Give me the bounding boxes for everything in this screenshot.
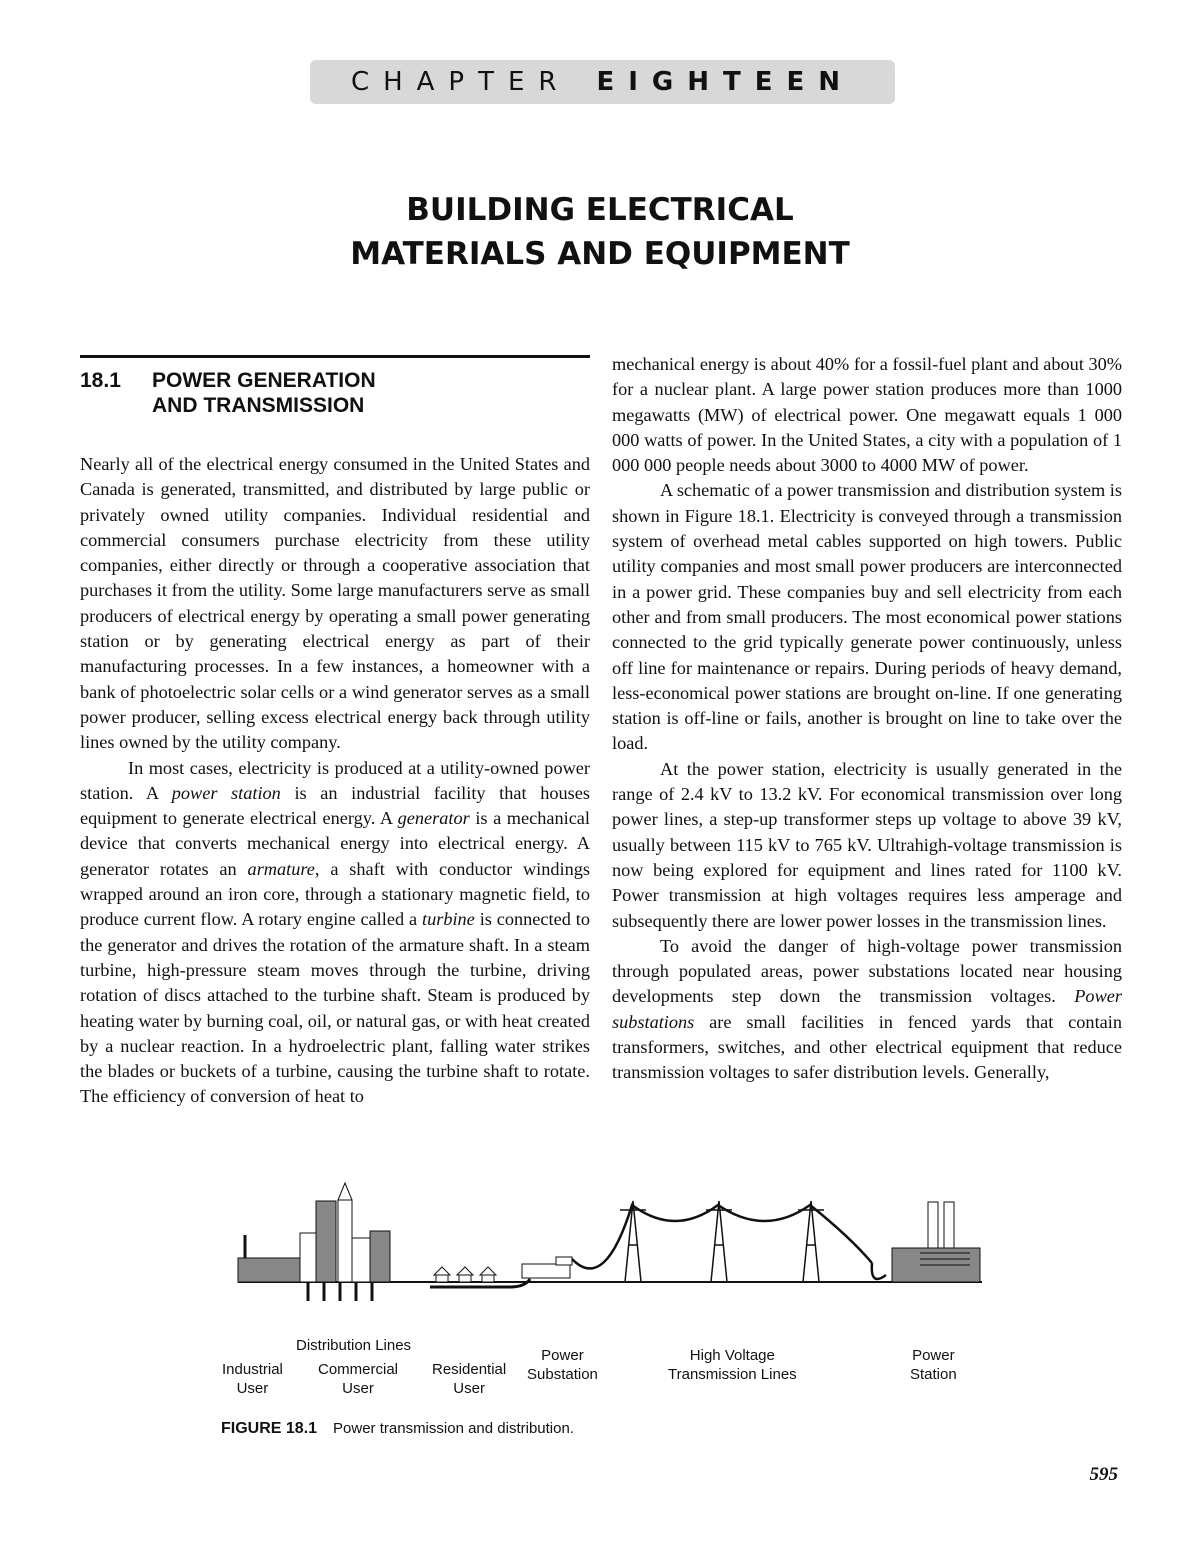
power-distribution-figure bbox=[220, 1175, 990, 1345]
figure-caption-text: Power transmission and distribution. bbox=[333, 1420, 574, 1437]
section-title-line1: POWER GENERATION bbox=[152, 369, 376, 392]
house bbox=[482, 1275, 494, 1282]
label-residential-user: Residential User bbox=[432, 1361, 507, 1397]
substation bbox=[522, 1264, 570, 1278]
paragraph: At the power station, electricity is usually generated in the range of 2.4 kV to 13.2 kV. For economical transmission over long power lines, a step-up transformer steps up voltage to above 39 kV, usually between 115 kV to 765 kV. Ultrahigh-voltage transmission is now being explored for equipment and lines rated for 1100 kV. Power transmission at high voltages requires less amperage and subsequently there are lower power losses in the transmission lines. bbox=[612, 758, 1122, 931]
chapter-label: CHAPTER bbox=[350, 67, 571, 97]
paragraph: To avoid the danger of high-voltage power transmission through populated areas, power substations located near housing developments step down the transmission voltages. Power substations are small facilities in fenced yards that contain transformers, switches, and other electrical equipment that reduce transmission voltages to safer distribution levels. Generally, bbox=[612, 935, 1122, 1083]
figure-caption bbox=[221, 1420, 574, 1438]
chapter-title-line1: BUILDING ELECTRICAL bbox=[406, 192, 794, 228]
section-number: 18.1 bbox=[80, 369, 121, 392]
left-column bbox=[80, 355, 590, 1110]
label-distribution-lines: Distribution Lines bbox=[296, 1337, 412, 1354]
smokestack bbox=[944, 1202, 954, 1248]
section-title-line2: AND TRANSMISSION bbox=[152, 394, 365, 417]
paragraph: A schematic of a power transmission and distribution system is shown in Figure 18.1. Electricity is conveyed through a transmission system of overhead metal cables supported on high towers. Public utility companies and most small power producers are interconnected in a power grid. These companies buy and sell electricity from each other and from small producers. The most economical power stations connected to the grid typically generate power continuously, unless off line for maintenance or repairs. During periods of heavy demand, less-economical power stations are brought on-line. If one generating station is off-line or fails, another is brought on line to take over the load. bbox=[612, 480, 1122, 754]
paragraph: mechanical energy is about 40% for a fossil-fuel plant and about 30% for a nuclear plant. A large power station produces more than 1000 megawatts (MW) of electrical power. One megawatt equals 1 000 000 watts of power. In the United States, a city with a population of 1 000 000 people needs about 3000 to 4000 MW of power. bbox=[612, 354, 1122, 476]
label-commercial-user: Commercial User bbox=[318, 1361, 399, 1397]
commercial-building bbox=[338, 1200, 352, 1282]
chapter-title bbox=[0, 188, 1200, 276]
label-power-substation: Power Substation bbox=[527, 1347, 598, 1383]
transmission-tower bbox=[620, 1201, 824, 1282]
industrial-building bbox=[238, 1258, 300, 1282]
term: armature bbox=[247, 858, 315, 879]
smokestack bbox=[928, 1202, 938, 1248]
term: generator bbox=[397, 808, 470, 829]
paragraph: In most cases, electricity is produced at a utility-owned power station. A power station is an industrial facility that houses equipment to generate electrical energy. A generator is a mechanical device that converts mechanical energy into electrical energy. A generator rotates an armature, a shaft with conductor windings wrapped around an iron core, through a stationary magnetic field, to produce current flow. A rotary engine called a turbine is connected to the generator and drives the rotation of the armature shaft. In a steam turbine, high-pressure steam moves through the turbine, driving rotation of discs attached to the turbine shaft. Steam is produced by heating water by burning coal, oil, or natural gas, or with heat created by a nuclear reaction. In a hydroelectric plant, falling water strikes the blades or buckets of a turbine, causing the turbine shaft to rotate. The efficiency of conversion of heat to bbox=[80, 757, 591, 1107]
term: turbine bbox=[421, 909, 475, 930]
term: power station bbox=[171, 782, 281, 803]
commercial-building bbox=[370, 1231, 390, 1282]
commercial-spire bbox=[338, 1183, 352, 1200]
page-number: 595 bbox=[1089, 1464, 1118, 1485]
label-transmission-lines: High Voltage Transmission Lines bbox=[668, 1347, 797, 1383]
paragraph: Nearly all of the electrical energy consumed in the United States and Canada is generated, transmitted, and distributed by large public or privately owned utility companies. Individual residential and commercial consumers purchase electricity from these utility companies, either directly or through a cooperative association that purchases it from the utility. Some large manufacturers serve as small producers of electrical energy by operating a small power generating station or by generating electrical energy as part of their manufacturing processes. In a few instances, a homeowner with a bank of photoelectric solar cells or a wind generator serves as a small power producer, selling excess electrical energy back through utility lines owned by the utility company. bbox=[80, 454, 590, 753]
chapter-number-word: EIGHTEEN bbox=[596, 67, 855, 97]
house bbox=[436, 1275, 448, 1282]
figure-number: FIGURE 18.1 bbox=[221, 1420, 318, 1437]
house bbox=[459, 1275, 471, 1282]
section-heading bbox=[80, 368, 590, 418]
section-title bbox=[152, 368, 376, 418]
label-power-station: Power Station bbox=[910, 1347, 957, 1383]
label-industrial-user: Industrial User bbox=[222, 1361, 283, 1397]
chapter-banner bbox=[310, 60, 895, 104]
term: Power substations bbox=[612, 986, 1122, 1032]
commercial-building bbox=[352, 1238, 370, 1282]
chapter-title-line2: MATERIALS AND EQUIPMENT bbox=[350, 236, 850, 272]
commercial-building bbox=[316, 1201, 336, 1282]
right-column bbox=[612, 352, 1122, 1086]
commercial-building bbox=[300, 1233, 316, 1282]
section-rule bbox=[80, 355, 590, 358]
